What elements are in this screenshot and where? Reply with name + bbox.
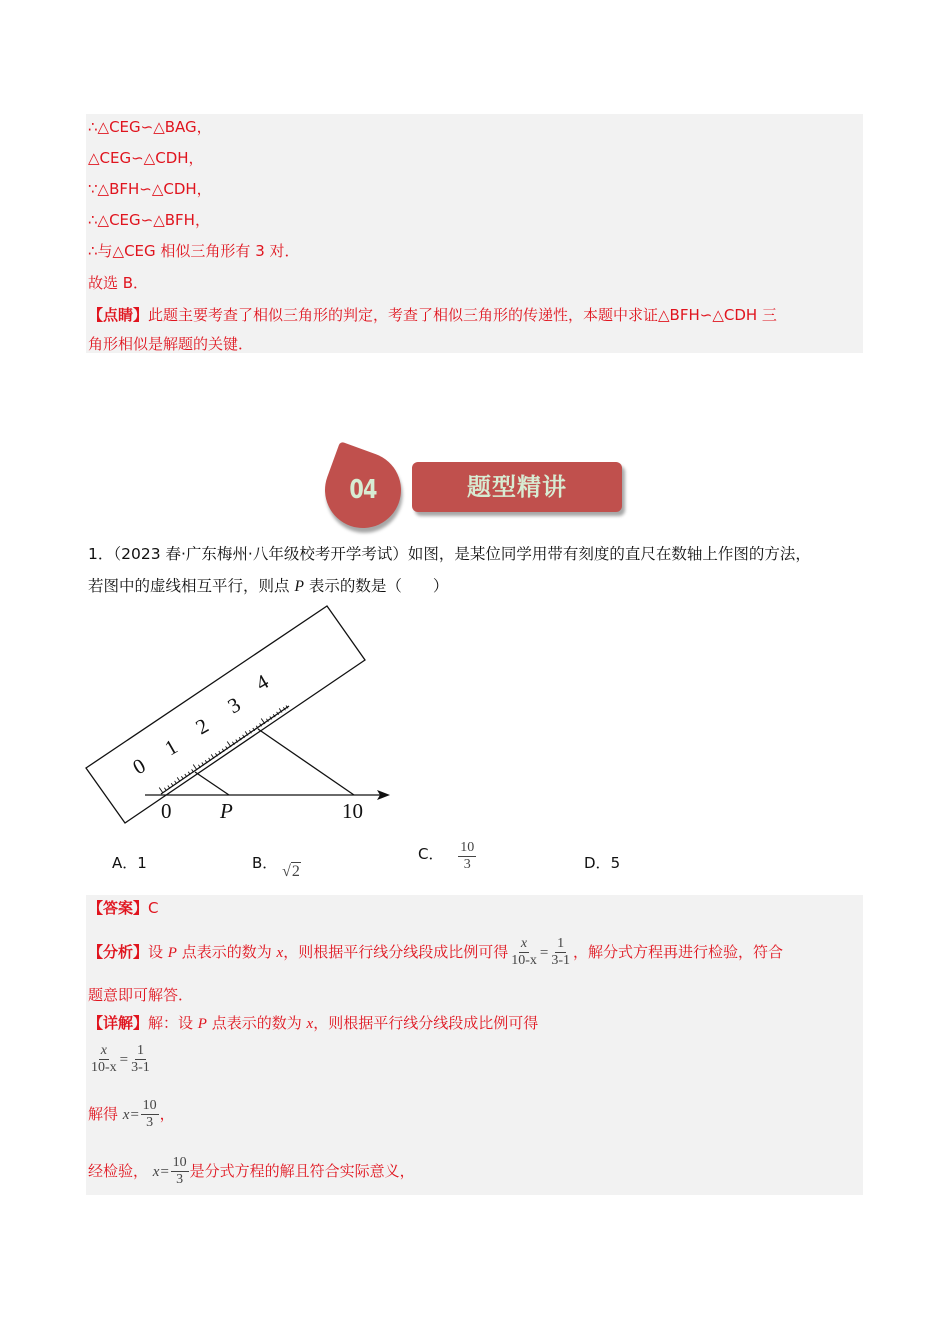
analysis-eq-right: $\frac{1}{3-1}$ (551, 936, 571, 968)
answer-value: C (148, 899, 159, 917)
solve-end: ， (159, 1105, 175, 1123)
solution-line-2: △CEG∽△CDH， (88, 149, 204, 167)
solution-line-4: ∴△CEG∽△BFH， (88, 211, 210, 229)
var-p: P (167, 945, 177, 961)
analysis-text-c: ，则根据平行线分线段成比例可得 (283, 943, 509, 961)
solution-line-3: ∵△BFH∽△CDH， (88, 180, 212, 198)
check-var: x= (152, 1164, 170, 1180)
detail-line-1 (88, 1013, 538, 1034)
solve-var: x= (122, 1107, 140, 1123)
detail-text-a: 解：设 (148, 1014, 198, 1032)
question-number: 1． (88, 545, 114, 563)
analysis-text-d: ，解分式方程再进行检验，符合 (573, 943, 784, 961)
detail-eq-left: $\frac{x}{10-x}$ (91, 1043, 117, 1075)
detail-text-c: ，则根据平行线分线段成比例可得 (313, 1014, 539, 1032)
section-number: 04 (349, 475, 377, 505)
solution-line-1: ∴△CEG∽△BAG， (88, 118, 212, 136)
sqrt-2: √2 (282, 863, 300, 880)
answer-tag: 【答案】 (88, 899, 149, 917)
ruler-outline (86, 606, 365, 823)
analysis-text-a: 设 (148, 943, 168, 961)
option-d[interactable] (584, 852, 620, 873)
detail-text-b: 点表示的数为 (206, 1014, 307, 1032)
option-c-letter: C． (418, 845, 444, 863)
option-d-letter: D． (584, 854, 611, 872)
var-p: P (294, 578, 304, 595)
check-fraction: $\frac{10}{3}$ (172, 1155, 187, 1187)
var-x: x (306, 1016, 314, 1032)
axis-label-0: 0 (161, 799, 172, 823)
var-p: P (197, 1016, 207, 1032)
ruler-label-1: 1 (160, 734, 182, 761)
analysis-line-1: 【分析】设 P 点表示的数为 x，则根据平行线分线段成比例可得 $\frac{x}{10-x}$ = $\frac{1}{3-1}$ ，解分式方程再进行检验，符合 (88, 936, 784, 968)
detail-equation: $\frac{x}{10-x}$ = $\frac{1}{3-1}$ (91, 1043, 150, 1075)
ruler-label-2: 2 (191, 713, 213, 740)
solve-fraction: $\frac{10}{3}$ (142, 1098, 157, 1130)
solve-label: 解得 (88, 1105, 123, 1123)
analysis-tag: 【分析】 (88, 943, 149, 961)
comment-tag: 【点睛】 (88, 306, 149, 324)
option-a[interactable] (112, 852, 147, 873)
axis-label-p: P (220, 799, 233, 823)
analysis-line-2: 题意即可解答． (88, 986, 194, 1004)
check-end: 是分式方程的解且符合实际意义， (189, 1162, 415, 1180)
question-source: （2023 春·广东梅州·八年级校考开学考试） (113, 545, 408, 563)
ruler-label-4: 4 (251, 669, 273, 696)
solution-line-5: ∴与△CEG 相似三角形有 3 对． (88, 242, 300, 260)
question-stem-2a: 若图中的虚线相互平行，则点 (88, 577, 295, 595)
ruler-label-3: 3 (223, 692, 245, 719)
parallel-line-p (195, 772, 229, 795)
detail-eq-right: $\frac{1}{3-1}$ (131, 1043, 150, 1075)
comment-text: 此题主要考查了相似三角形的判定，考查了相似三角形的传递性，本题中求证△BFH∽△CDH 三 (148, 306, 777, 324)
check-line (88, 1155, 415, 1188)
option-c-fraction: $\frac{10}{3}$ (460, 840, 475, 872)
check-label: 经检验， (88, 1162, 149, 1180)
solution-line-6: 故选 B． (88, 274, 149, 292)
answer-line (88, 898, 159, 918)
parallel-line-10 (258, 729, 354, 795)
detail-tag: 【详解】 (88, 1014, 149, 1032)
section-title: 题型精讲 (467, 473, 567, 501)
analysis-eq-left: $\frac{x}{10-x}$ (511, 936, 537, 968)
option-c[interactable] (418, 840, 477, 873)
question-stem-1: 如图，是某位同学用带有刻度的直尺在数轴上作图的方法， (407, 545, 811, 563)
axis-label-10: 10 (342, 799, 363, 823)
option-b-letter: B． (252, 854, 278, 872)
var-x: x (276, 945, 284, 961)
analysis-text-b: 点表示的数为 (176, 943, 277, 961)
ruler-label-0: 0 (128, 753, 150, 780)
option-a-letter: A． (112, 854, 138, 872)
option-d-value: 5 (610, 854, 621, 872)
solve-line (88, 1098, 175, 1131)
question-stem-2b: 表示的数是（ ） (303, 577, 449, 595)
comment-line-2: 角形相似是解题的关键． (88, 335, 254, 353)
option-a-value: 1 (137, 854, 147, 872)
option-b[interactable] (252, 852, 301, 880)
